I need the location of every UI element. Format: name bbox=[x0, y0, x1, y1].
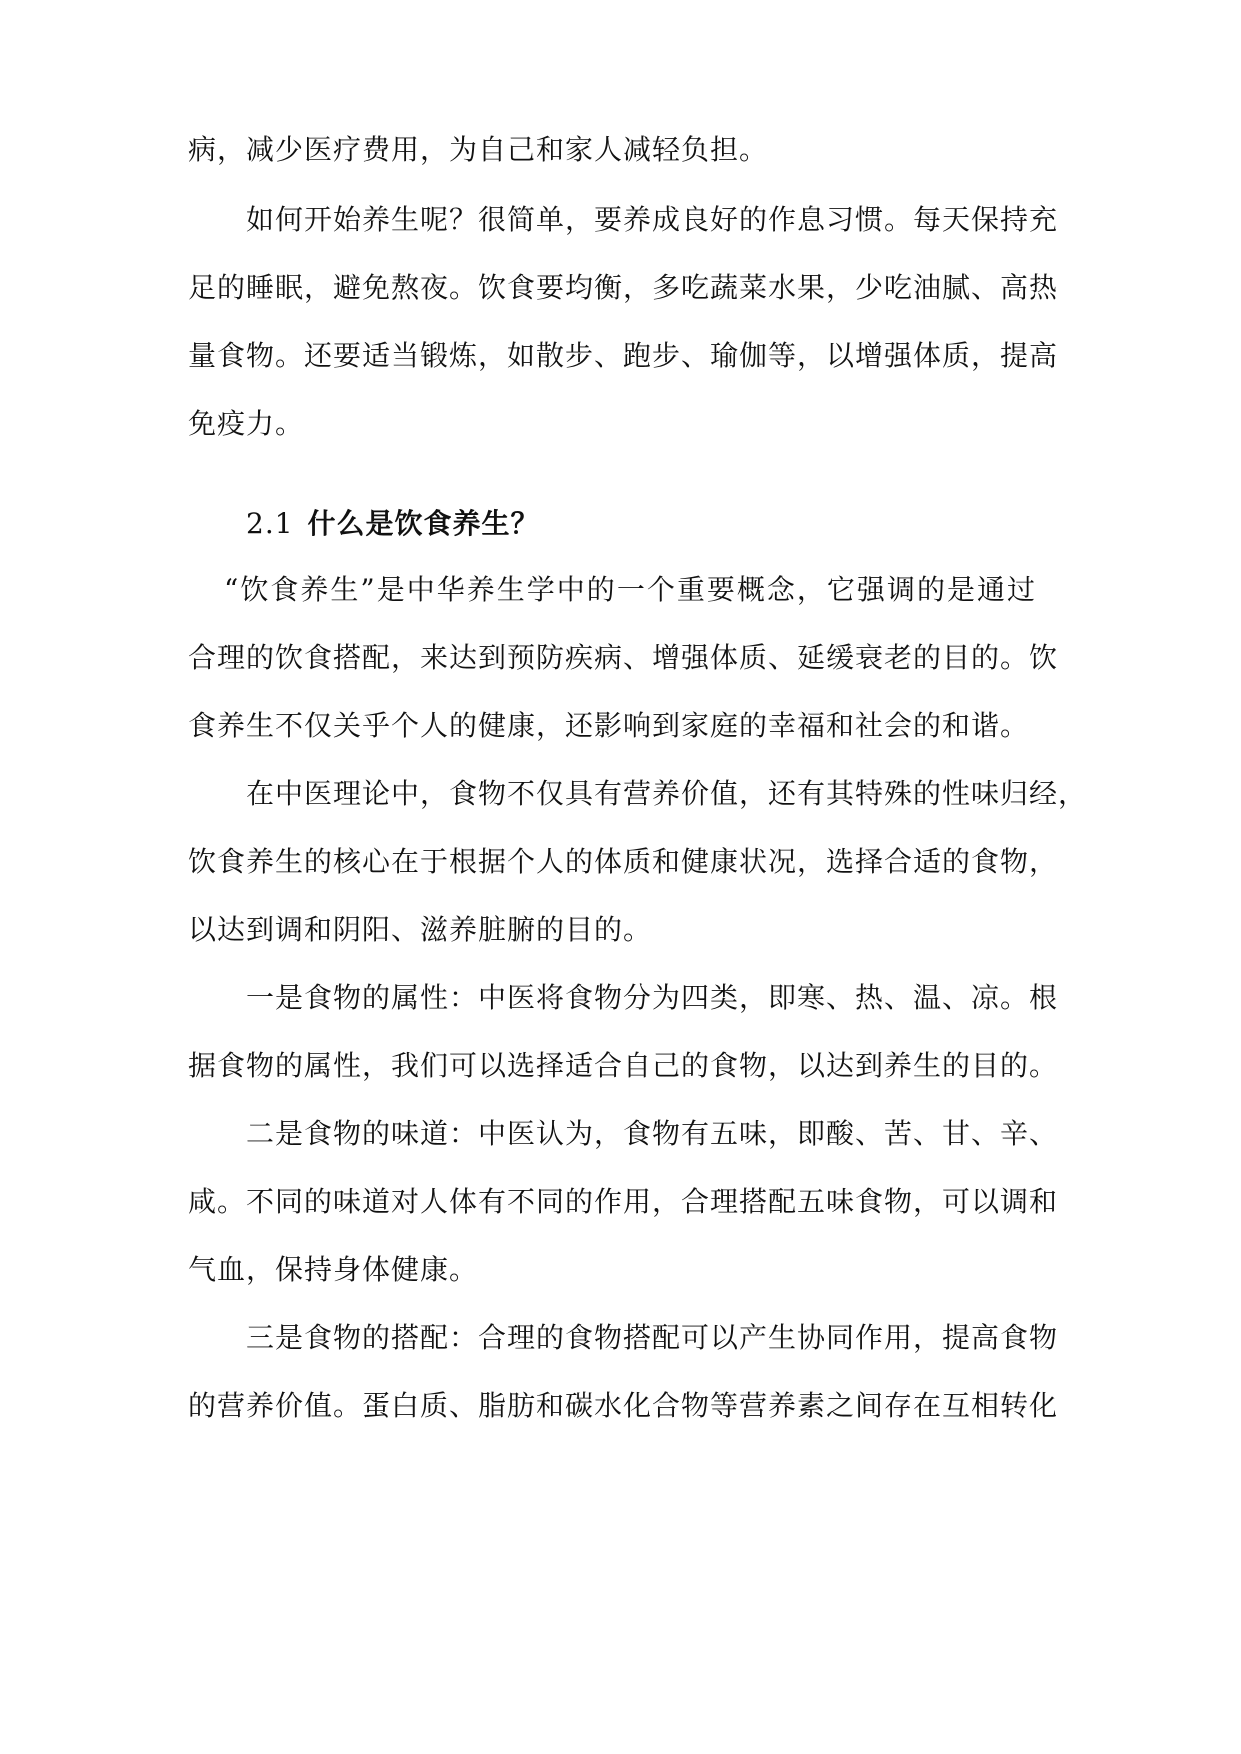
section-title: 什么是饮食养生？ bbox=[307, 507, 540, 540]
text-line: “饮食养生”是中华养生学中的一个重要概念，它强调的是通过 bbox=[224, 573, 1036, 606]
text-line: 足的睡眠，避免熬夜。饮食要均衡，多吃蔬菜水果，少吃油腻、高热 bbox=[188, 271, 1059, 304]
text-line: 免疫力。 bbox=[188, 407, 305, 440]
text-line: 一是食物的属性：中医将食物分为四类，即寒、热、温、凉。根 bbox=[246, 981, 1059, 1014]
text-line: 以达到调和阴阳、滋养脏腑的目的。 bbox=[188, 913, 653, 946]
section-heading bbox=[246, 504, 540, 544]
text-line: 三是食物的搭配：合理的食物搭配可以产生协同作用，提高食物 bbox=[246, 1321, 1059, 1354]
text-line: 在中医理论中，食物不仅具有营养价值，还有其特殊的性味归经， bbox=[246, 777, 1088, 810]
text-line: 的营养价值。蛋白质、脂肪和碳水化合物等营养素之间存在互相转化 bbox=[188, 1389, 1059, 1422]
text-line: 食养生不仅关乎个人的健康，还影响到家庭的幸福和社会的和谐。 bbox=[188, 709, 1030, 742]
text-line: 气血，保持身体健康。 bbox=[188, 1253, 479, 1286]
text-line: 病，减少医疗费用，为自己和家人减轻负担。 bbox=[188, 133, 769, 166]
text-line: 二是食物的味道：中医认为，食物有五味，即酸、苦、甘、辛、 bbox=[246, 1117, 1059, 1150]
text-line: 合理的饮食搭配，来达到预防疾病、增强体质、延缓衰老的目的。饮 bbox=[188, 641, 1059, 674]
text-line: 饮食养生的核心在于根据个人的体质和健康状况，选择合适的食物， bbox=[188, 845, 1059, 878]
text-line: 如何开始养生呢？很简单，要养成良好的作息习惯。每天保持充 bbox=[246, 203, 1059, 236]
text-line: 据食物的属性，我们可以选择适合自己的食物，以达到养生的目的。 bbox=[188, 1049, 1059, 1082]
text-line: 量食物。还要适当锻炼，如散步、跑步、瑜伽等，以增强体质，提高 bbox=[188, 339, 1059, 372]
section-number: 2.1 bbox=[246, 507, 294, 540]
text-line: 咸。不同的味道对人体有不同的作用，合理搭配五味食物，可以调和 bbox=[188, 1185, 1059, 1218]
